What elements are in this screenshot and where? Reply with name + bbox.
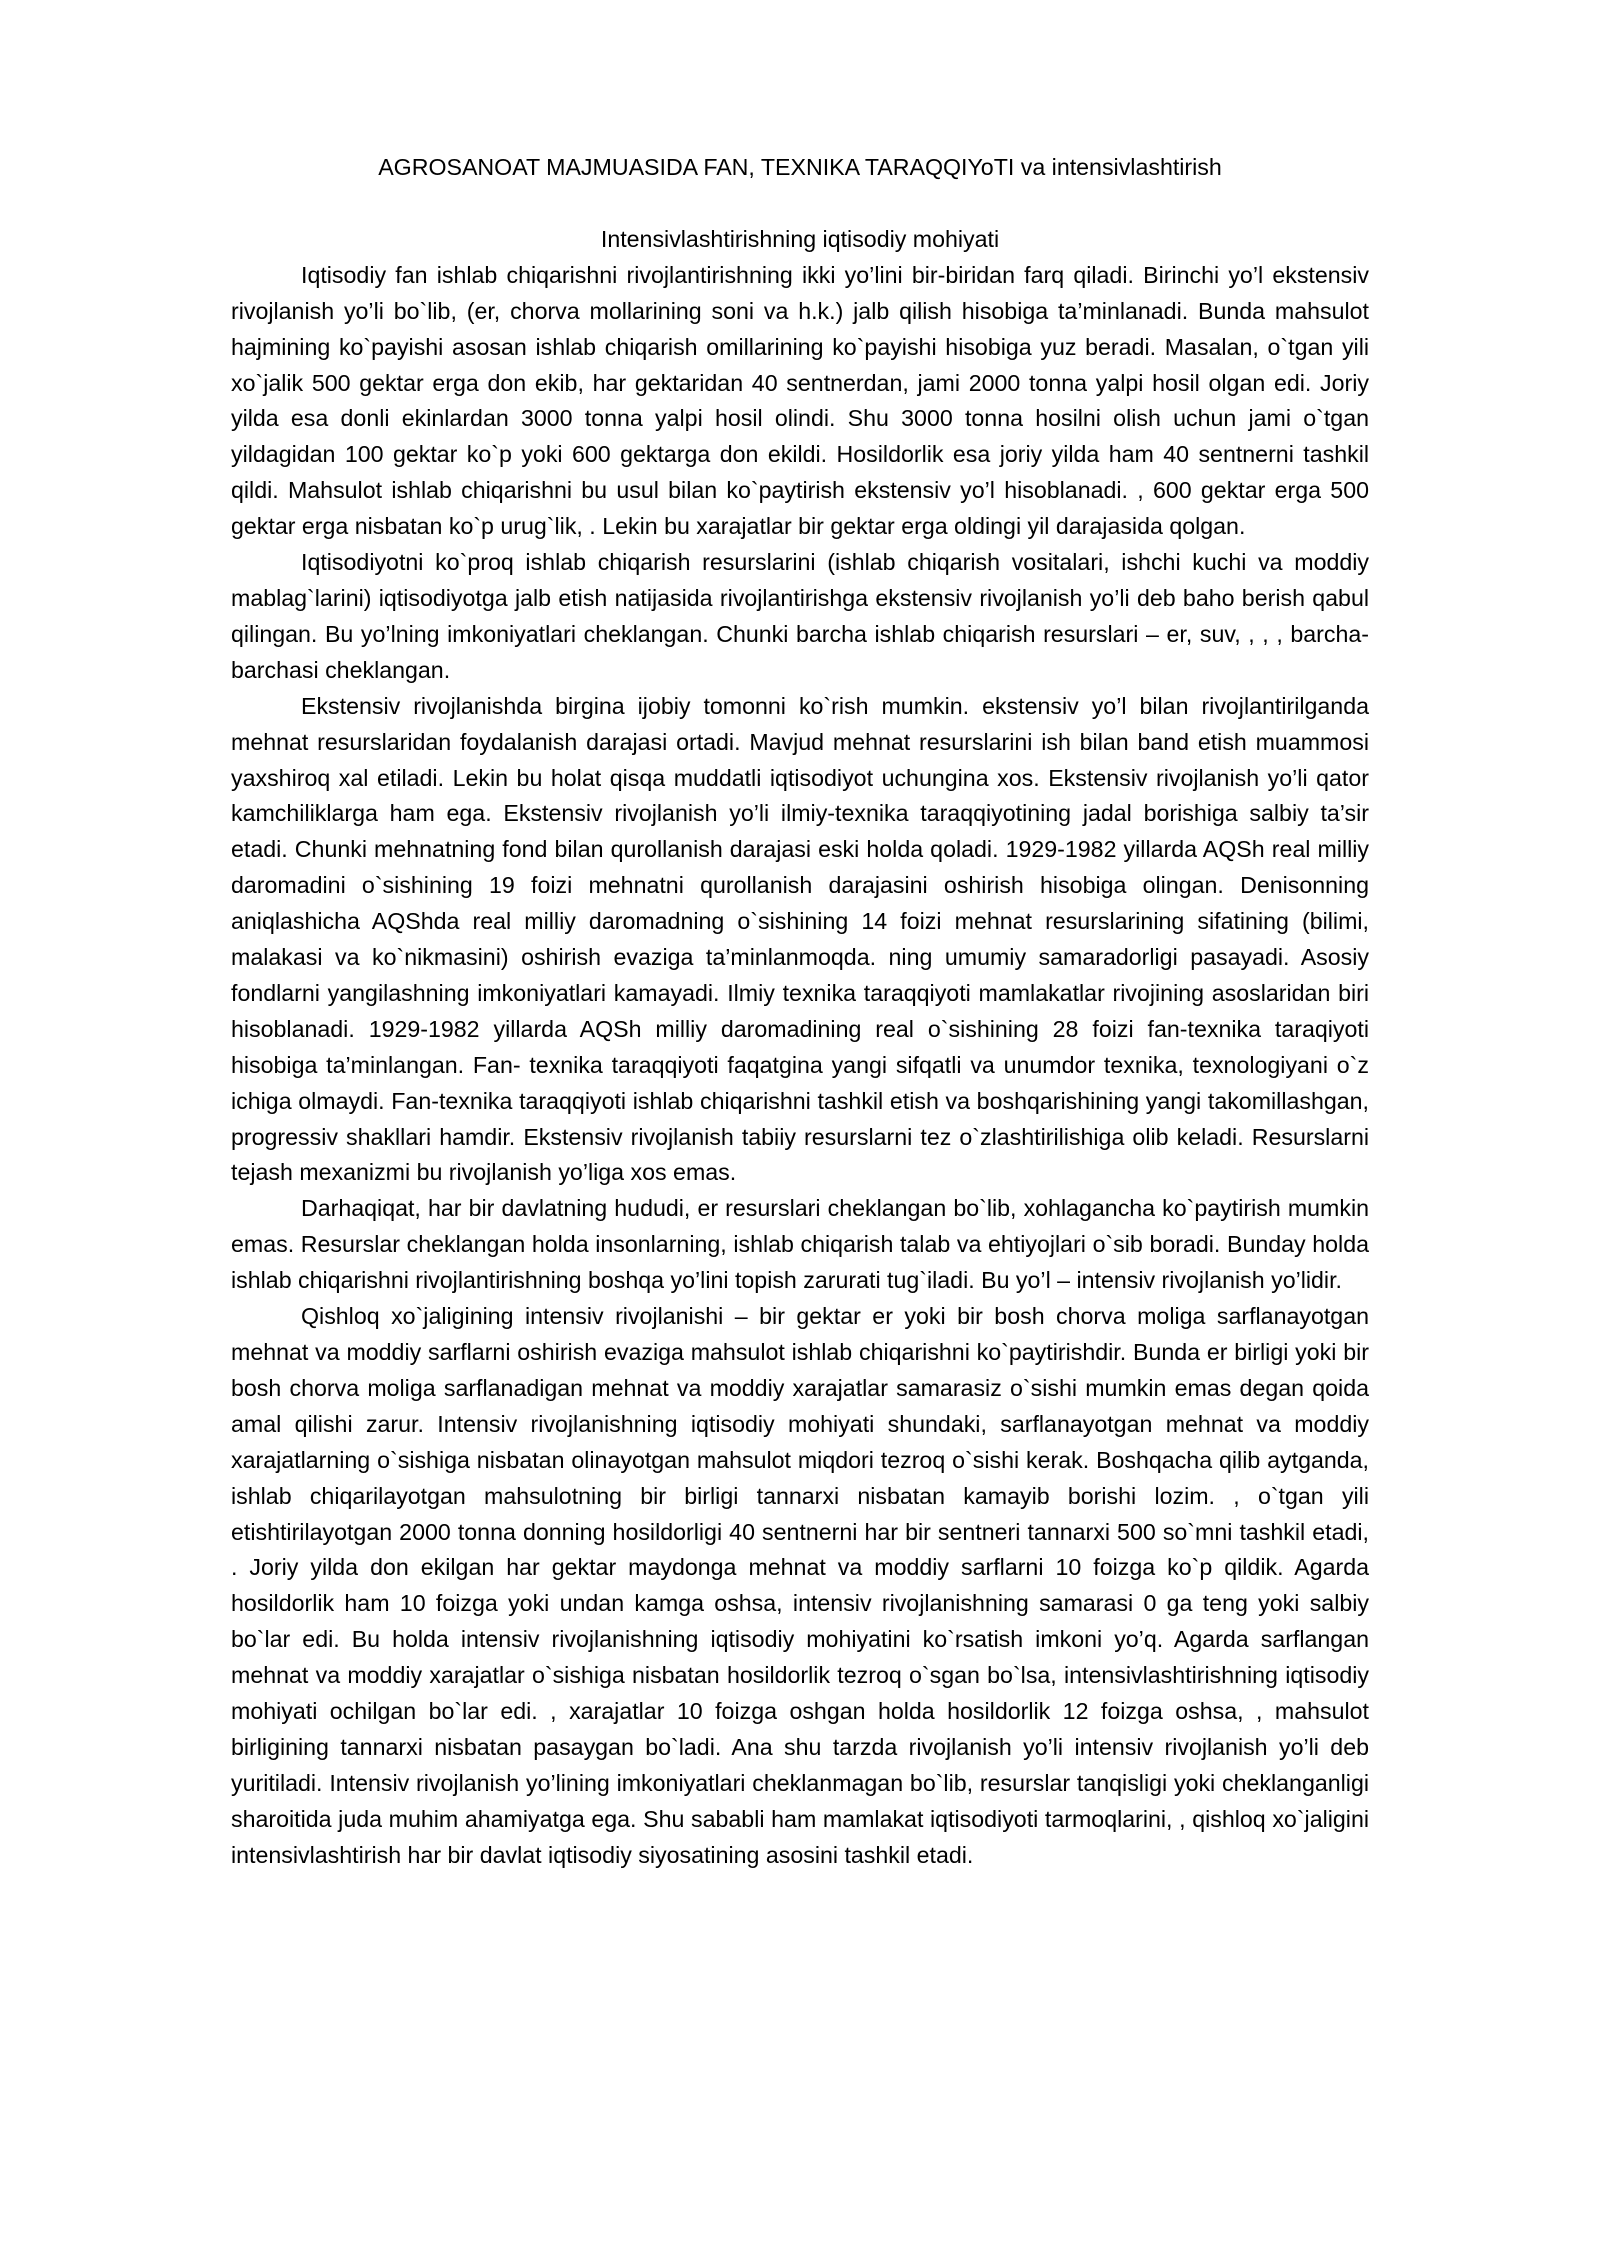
body-paragraph: Ekstensiv rivojlanishda birgina ijobiy tomonni ko`rish mumkin. ekstensiv yo’l bilan rivojlantirilganda mehnat resurslaridan foydalanish darajasi ortadi. Mavjud mehnat resurslarini ish bilan band etish muammosi yaxshiroq xal etiladi. Lekin bu holat qisqa muddatli iqtisodiyot uchungina xos. Ekstensiv rivojlanish yo’li qator kamchiliklarga ham ega. Ekstensiv rivojlanish yo’li ilmiy-texnika taraqqiyotining jadal borishiga salbiy ta’sir etadi. Chunki mehnatning fond bilan qurollanish darajasi eski holda qoladi. 1929-1982 yillarda AQSh real milliy daromadini o`sishining 19 foizi mehnatni qurollanish darajasini oshirish hisobiga olingan. Denisonning aniqlashicha AQShda real milliy daromadning o`sishining 14 foizi mehnat resurslarining sifatining (bilimi, malakasi va ko`nikmasini) oshirish evaziga ta’minlanmoqda. ning umumiy samaradorligi pasayadi. Asosiy fondlarni yangilashning imkoniyatlari kamayadi. Ilmiy texnika taraqqiyoti mamlakatlar rivojining asoslaridan biri hisoblanadi. 1929-1982 yillarda AQSh milliy daromadining real o`sishining 28 foizi fan-texnika taraqiyoti hisobiga ta’minlangan. Fan- texnika taraqqiyoti faqatgina yangi sifqatli va unumdor texnika, texnologiyani o`z ichiga olmaydi. Fan-texnika taraqqiyoti ishlab chiqarishni tashkil etish va boshqarishining yangi takomillashgan, progressiv shakllari hamdir. Ekstensiv rivojlanish tabiiy resurslarni tez o`zlashtirilishiga olib keladi. Resurslarni tejash mexanizmi bu rivojlanish yo’liga xos emas.	[231, 692, 1369, 1186]
section-heading: Intensivlashtirishning iqtisodiy mohiyati	[600, 225, 1000, 252]
body-paragraph: Iqtisodiyotni ko`proq ishlab chiqarish resurslarini (ishlab chiqarish vositalari, ishchi kuchi va moddiy mablag`larini) iqtisodiyotga jalb etish natijasida rivojlantirishga ekstensiv rivojlanish yo’li deb baho berish qabul qilingan. Bu yo’lning imkoniyatlari cheklangan. Chunki barcha ishlab chiqarish resurslari – er, suv, , , , barcha-barchasi cheklangan.	[231, 549, 1369, 683]
body-paragraph: Qishloq xo`jaligining intensiv rivojlanishi – bir gektar er yoki bir bosh chorva moliga sarflanayotgan mehnat va moddiy sarflarni oshirish evaziga mahsulot ishlab chiqarishni ko`paytirishdir. Bunda er birligi yoki bir bosh chorva moliga sarflanadigan mehnat va moddiy xarajatlar samarasiz o`sishi mumkin emas degan qoida amal qilishi zarur. Intensiv rivojlanishning iqtisodiy mohiyati shundaki, sarflanayotgan mehnat va moddiy xarajatlarning o`sishiga nisbatan olinayotgan mahsulot miqdori tezroq o`sishi kerak. Boshqacha qilib aytganda, ishlab chiqarilayotgan mahsulotning bir birligi tannarxi nisbatan kamayib borishi lozim. , o`tgan yili etishtirilayotgan 2000 tonna donning hosildorligi 40 sentnerni har bir sentneri tannarxi 500 so`mni tashkil etadi, . Joriy yilda don ekilgan har gektar maydonga mehnat va moddiy sarflarni 10 foizga ko`p qildik. Agarda hosildorlik ham 10 foizga yoki undan kamga oshsa, intensiv rivojlanishning samarasi 0 ga teng yoki salbiy bo`lar edi. Bu holda intensiv rivojlanishning iqtisodiy mohiyatini ko`rsatish imkoni yo’q. Agarda sarflangan mehnat va moddiy xarajatlar o`sishiga nisbatan hosildorlik tezroq o`sgan bo`lsa, intensivlashtirishning iqtisodiy mohiyati ochilgan bo`lar edi. , xarajatlar 10 foizga oshgan holda hosildorlik 12 foizga oshsa, , mahsulot birligining tannarxi nisbatan pasaygan bo`ladi. Ana shu tarzda rivojlanish yo’li intensiv rivojlanish yo’li deb yuritiladi. Intensiv rivojlanish yo’lining imkoniyatlari cheklanmagan bo`lib, resurslar tanqisligi yoki cheklanganligi sharoitida juda muhim ahamiyatga ega. Shu sababli ham mamlakat iqtisodiyoti tarmoqlarini, , qishloq xo`jaligini intensivlashtirish har bir davlat iqtisodiy siyosatining asosini tashkil etadi.	[231, 1303, 1369, 1868]
document-title: AGROSANOAT MAJMUASIDA FAN, TEXNIKA TARAQQIYoTI va intensivlashtirish	[378, 154, 1222, 180]
body-paragraph: Iqtisodiy fan ishlab chiqarishni rivojlantirishning ikki yo’lini bir-biridan farq qiladi. Birinchi yo’l ekstensiv rivojlanish yo’li bo`lib, (er, chorva mollarining soni va h.k.) jalb qilish hisobiga ta’minlanadi. Bunda mahsulot hajmining ko`payishi asosan ishlab chiqarish omillarining ko`payishi hisobiga yuz beradi. Masalan, o`tgan yili xo`jalik 500 gektar erga don ekib, har gektaridan 40 sentnerdan, jami 2000 tonna yalpi hosil olgan edi. Joriy yilda esa donli ekinlardan 3000 tonna yalpi hosil olindi. Shu 3000 tonna hosilni olish uchun jami o`tgan yildagidan 100 gektar ko`p yoki 600 gektarga don ekildi. Hosildorlik esa joriy yilda ham 40 sentnerni tashkil qildi. Mahsulot ishlab chiqarishni bu usul bilan ko`paytirish ekstensiv yo’l hisoblanadi. , 600 gektar erga 500 gektar erga nisbatan ko`p urug`lik, . Lekin bu xarajatlar bir gektar erga oldingi yil darajasida qolgan.	[231, 261, 1369, 540]
body-paragraph: Darhaqiqat, har bir davlatning hududi, er resurslari cheklangan bo`lib, xohlagancha ko`paytirish mumkin emas. Resurslar cheklangan holda insonlarning, ishlab chiqarish talab va ehtiyojlari o`sib boradi. Bunday holda ishlab chiqarishni rivojlantirishning boshqa yo’lini topish zarurati tug`iladi. Bu yo’l – intensiv rivojlanish yo’lidir.	[231, 1195, 1369, 1294]
document-page	[231, 150, 1369, 1874]
